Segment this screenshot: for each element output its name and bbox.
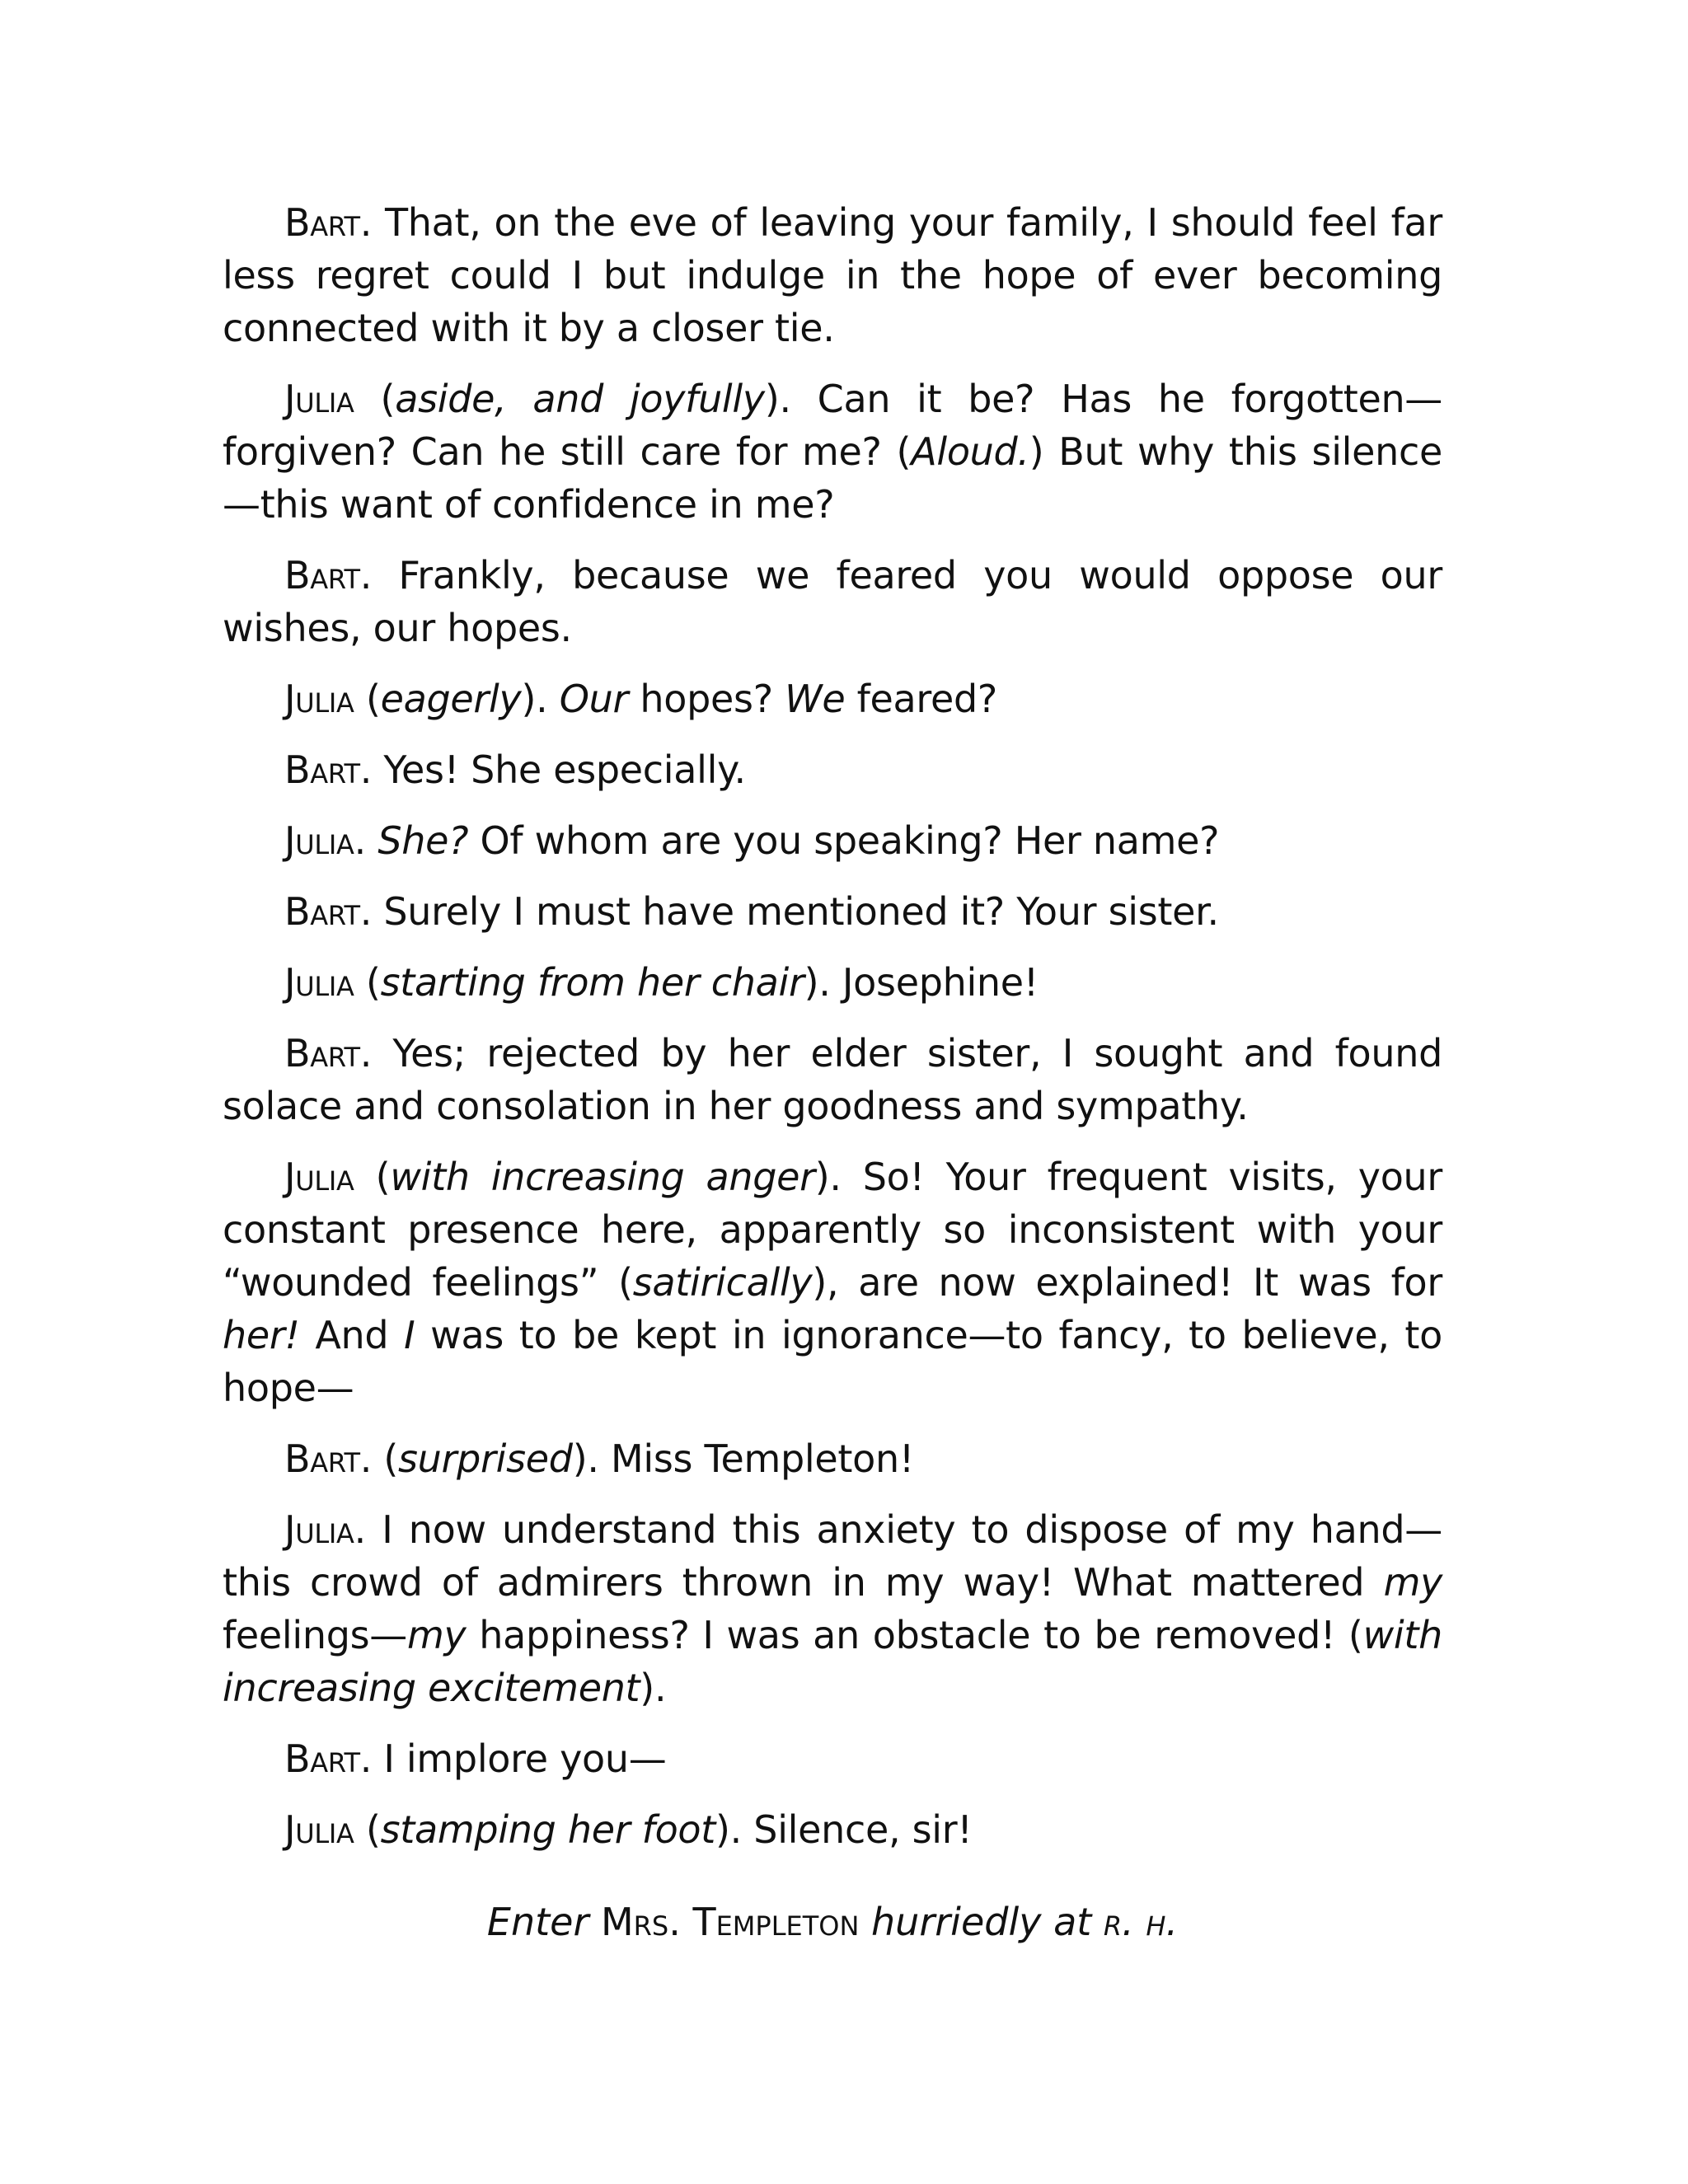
dialogue-text: hopes?: [628, 677, 785, 721]
dialogue-text: . Yes! She especially.: [359, 748, 746, 792]
dialogue-text: happiness? I was an obstacle to be removed! (: [466, 1613, 1363, 1657]
dialogue-text: . That, on the eve of leaving your family, I should feel far less regret could I but indulge in the hope of ever becoming connected with it by a closer tie.: [223, 200, 1442, 350]
stage-text: [1091, 1900, 1104, 1944]
dialogue-paragraph: [223, 1503, 1442, 1714]
dialogue-text: . I now understand this anxiety to dispose of my hand—this crowd of admirers thrown in my way! What mattered: [223, 1507, 1442, 1605]
stage-note: eagerly: [380, 677, 522, 721]
dialogue-paragraph: [223, 1027, 1442, 1132]
dialogue-text: ). So! Your frequent visits, your constant presence here, apparently so inconsistent with your “wounded feelings” (: [223, 1155, 1442, 1305]
dialogue-text: . Frankly, because we feared you would oppose our wishes, our hopes.: [223, 553, 1442, 650]
dialogue-paragraph: [223, 1151, 1442, 1414]
dialogue-text: . Yes; rejected by her elder sister, I sought and found solace and consolation in her goodness and sympathy.: [223, 1031, 1442, 1128]
stage-note: with increasing anger: [390, 1155, 815, 1199]
dialogue-text: . Surely I must have mentioned it? Your sister.: [359, 889, 1219, 934]
speaker-name: Bart: [284, 200, 360, 245]
dialogue-paragraph: [223, 673, 1442, 725]
dialogue-paragraph: [223, 743, 1442, 796]
dialogue-text: ).: [640, 1666, 667, 1710]
dialogue-paragraph: [223, 373, 1442, 531]
dialogue-text: ).: [521, 677, 560, 721]
dialogue-text: And: [299, 1313, 405, 1357]
dialogue-text: .: [354, 818, 378, 863]
stage-text: [859, 1900, 871, 1944]
dialogue-paragraph: [223, 956, 1442, 1009]
stage-note: Aloud.: [911, 429, 1029, 474]
stage-text: Enter: [486, 1900, 589, 1944]
dialogue-text: . I implore you—: [359, 1736, 667, 1781]
dialogue-paragraph: [223, 1732, 1442, 1785]
dialogue-text: (: [354, 960, 381, 1005]
stage-text: hurriedly at: [871, 1900, 1092, 1944]
dialogue-paragraph: [223, 885, 1442, 938]
dialogue-text: ). Josephine!: [804, 960, 1039, 1005]
stage-note: We: [785, 677, 846, 721]
dialogue-text: ). Silence, sir!: [715, 1807, 973, 1852]
dialogue-text: Of whom are you speaking? Her name?: [468, 818, 1220, 863]
dialogue-paragraph: [223, 549, 1442, 654]
speaker-name: Julia: [284, 677, 354, 721]
stage-note: satirically: [632, 1260, 813, 1305]
dialogue-text: feelings—: [223, 1613, 407, 1657]
stage-note: Our: [559, 677, 629, 721]
dialogue-paragraph: [223, 814, 1442, 867]
stage-note: She?: [377, 818, 469, 863]
dialogue-text: ) But why this silence—this want of confidence in me?: [223, 429, 1442, 527]
stage-note: with increasing excitement: [223, 1613, 1442, 1710]
dialogue-text: . (: [359, 1436, 398, 1481]
speaker-name: Julia: [284, 1807, 354, 1852]
dialogue-text: (: [354, 677, 381, 721]
speaker-name: Bart: [284, 1436, 360, 1481]
speaker-name: Julia: [284, 1507, 354, 1552]
dialogue-text: ). Miss Templeton!: [572, 1436, 914, 1481]
stage-note: surprised: [398, 1436, 573, 1481]
dialogue-text: feared?: [845, 677, 998, 721]
dialogue-text: ). Can it be? Has he forgotten—forgiven? Can he still care for me? (: [223, 377, 1443, 474]
speaker-name: Julia: [284, 818, 354, 863]
stage-note: aside, and joyfully: [395, 377, 765, 421]
stage-note: I: [404, 1313, 415, 1357]
stage-text: [588, 1900, 601, 1944]
dialogue-text: ), are now explained! It was for: [812, 1260, 1442, 1305]
stage-note: her!: [223, 1313, 300, 1357]
speaker-name: Julia: [284, 960, 354, 1005]
speaker-name: Julia: [284, 1155, 354, 1199]
speaker-name: Bart: [284, 889, 360, 934]
dialogue-paragraph: [223, 1803, 1442, 1856]
character-name: r. h.: [1103, 1900, 1179, 1944]
speaker-name: Bart: [284, 748, 360, 792]
dialogue-text: was to be kept in ignorance—to fancy, to believe, to hope—: [223, 1313, 1442, 1410]
speaker-name: Bart: [284, 1736, 360, 1781]
stage-note: my: [1383, 1560, 1442, 1605]
stage-direction: [223, 1896, 1442, 1948]
dialogue-text: (: [354, 1807, 381, 1852]
dialogue: [223, 196, 1442, 1856]
dialogue-text: (: [354, 377, 396, 421]
dialogue-text: (: [354, 1155, 391, 1199]
script-page: [223, 196, 1442, 1986]
speaker-name: Bart: [284, 553, 360, 598]
stage-note: stamping her foot: [380, 1807, 715, 1852]
dialogue-paragraph: [223, 196, 1442, 354]
stage-note: my: [406, 1613, 467, 1657]
dialogue-paragraph: [223, 1432, 1442, 1485]
speaker-name: Julia: [284, 377, 354, 421]
speaker-name: Bart: [284, 1031, 360, 1076]
stage-note: starting from her chair: [380, 960, 804, 1005]
character-name: Mrs. Templeton: [600, 1900, 860, 1944]
